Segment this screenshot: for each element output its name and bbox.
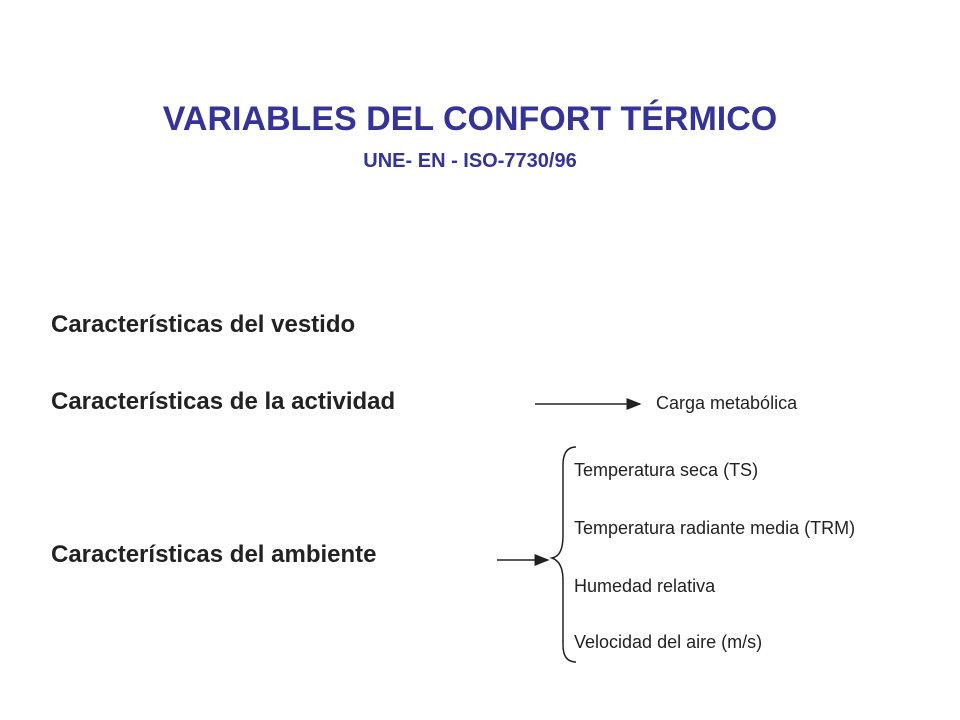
curly-brace: [552, 447, 576, 662]
ambiente-item-temperatura-radiante: Temperatura radiante media (TRM): [574, 518, 856, 538]
ambiente-item-velocidad-aire: Velocidad del aire (m/s): [574, 632, 763, 652]
ambiente-item-temperatura-seca: Temperatura seca (TS): [574, 460, 759, 480]
slide-title: VARIABLES DEL CONFORT TÉRMICO: [162, 100, 778, 138]
slide-subtitle: UNE- EN - ISO-7730/96: [363, 150, 577, 172]
category-ambiente: Características del ambiente: [51, 541, 377, 568]
ambiente-item-humedad: Humedad relativa: [574, 576, 716, 596]
category-vestido: Características del vestido: [51, 311, 356, 338]
result-carga-metabolica: Carga metabólica: [656, 393, 798, 413]
category-actividad: Características de la actividad: [51, 388, 396, 415]
